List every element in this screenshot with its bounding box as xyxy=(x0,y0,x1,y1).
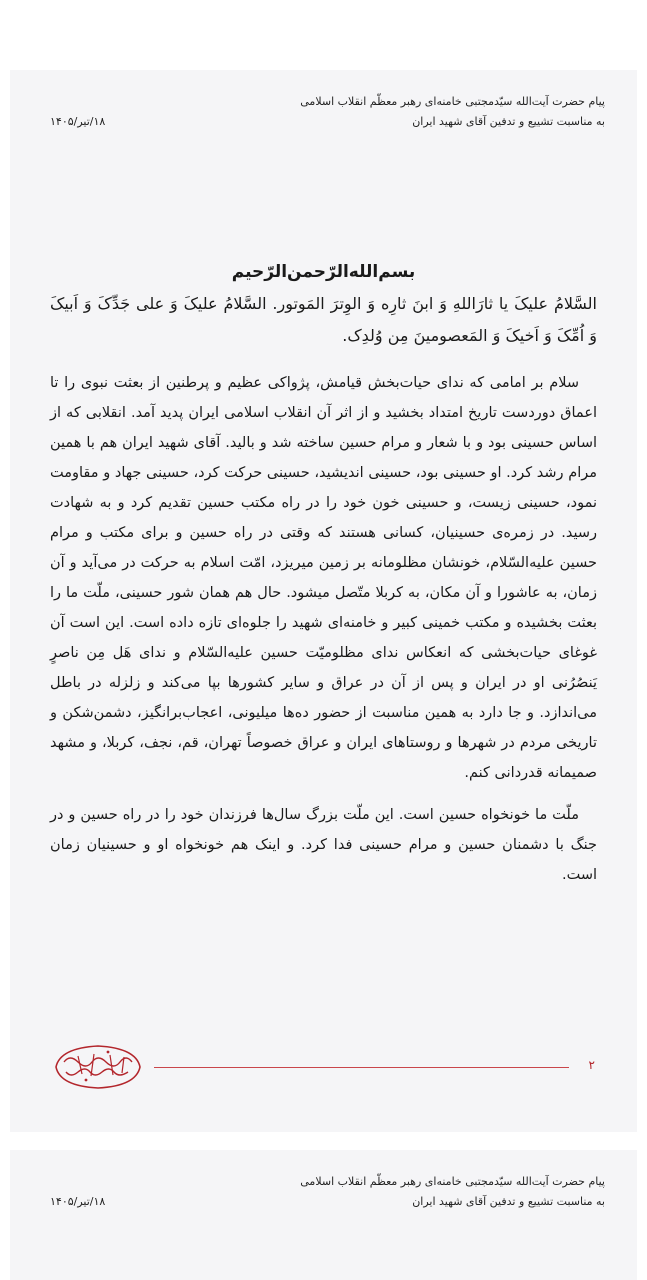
body-paragraph: سلام بر امامی که ندای حیات‌بخش قیامش، پژواکی عظیم و پرطنین از بعثت نبوی را تا اعماق دوردست تاریخ امتداد بخشید و از اثر آن انقلاب اسلامی ایران پدید آمد. انقلابی که از اساس حسینی بود و با شعار و مرام حسین ساخته شد و بالید. آقای شهید ایران هم با همین مرام رشد کرد. او حسینی بود، حسینی اندیشید، حسینی حرکت کرد، حسینی جهاد و مقاومت نمود، حسینی زیست، و حسینی خون خود را در راه مکتب حسین تقدیم کرد و به شهادت رسید. در زمره‌ی حسینیان، کسانی هستند که وقتی در راه حسین و برای مکتب و مرام حسین علیه‌السّلام، خونشان مظلومانه بر زمین میریزد، امّت اسلام به حرکت در می‌آید و آن زمان، به عاشورا و آن مکان، به کربلا متّصل میشود. حال هم همان شور حسینی، ملّت ما را بعثت بخشیده و مکتب خمینی کبیر و خامنه‌ای شهید را جلوه‌ای تازه داده است. این است آن غوغای حیات‌بخشی که انعکاس ندای مظلومیّت حسین علیه‌السّلام و ندای هَل مِن ناصرٍ یَنصُرُنی او در ایران و پس از آن در عراق و سایر کشورها بپا می‌کند و زلزله در باطل می‌اندازد. و جا دارد به همین مناسبت از حضور ده‌ها میلیونی، اعجاب‌برانگیز، دشمن‌شکن و تاریخی مردم در شهرها و روستاهای ایران و عراق خصوصاً تهران، قم، نجف، کربلا، و مشهد صمیمانه قدردانی کنم. xyxy=(50,375,597,781)
page-footer xyxy=(50,1040,597,1094)
page-number: ۲ xyxy=(588,1058,595,1072)
bismillah-heading: بسم‌الله‌الرّحمن‌الرّحیم xyxy=(231,262,416,282)
signature-seal-icon xyxy=(50,1040,146,1094)
header-date: ۱۸/تیر/۱۴۰۵ xyxy=(50,1195,106,1208)
header-title-line1: پیام حضرت آیت‌الله سیّدمجتبی خامنه‌ای رهبر معظّم انقلاب اسلامی xyxy=(300,95,605,108)
page-header xyxy=(50,92,605,132)
page-header xyxy=(50,1172,605,1212)
salutation-text: السَّلامُ علیکَ یا ثارَاللهِ وَ ابنَ ثارِه وَ الوِترَ المَوتور. السَّلامُ علیکَ وَ علی جَدِّکَ وَ اَبیکَ وَ اُمِّکَ وَ اَخیکَ وَ المَعصومینَ مِن وُلدِک. xyxy=(50,294,597,345)
header-title-line2: به مناسبت تشییع و تدفین آقای شهید ایران xyxy=(412,1195,605,1208)
header-date: ۱۸/تیر/۱۴۰۵ xyxy=(50,115,106,128)
header-title-line2: به مناسبت تشییع و تدفین آقای شهید ایران xyxy=(412,115,605,128)
header-title-line1: پیام حضرت آیت‌الله سیّدمجتبی خامنه‌ای رهبر معظّم انقلاب اسلامی xyxy=(300,1175,605,1188)
document-page xyxy=(10,1150,637,1280)
document-page xyxy=(10,70,637,1132)
header-titles xyxy=(300,1172,605,1212)
footer-divider xyxy=(154,1067,569,1068)
message-body xyxy=(50,260,597,902)
header-titles xyxy=(300,92,605,132)
body-paragraph: ملّت ما خونخواه حسین است. این ملّت بزرگ سال‌ها فرزندان خود را در راه حسین و در جنگ با دشمنان حسین و مرام حسینی فدا کرد. و اینک هم خونخواه او و حسینیان زمان است. xyxy=(50,807,597,883)
